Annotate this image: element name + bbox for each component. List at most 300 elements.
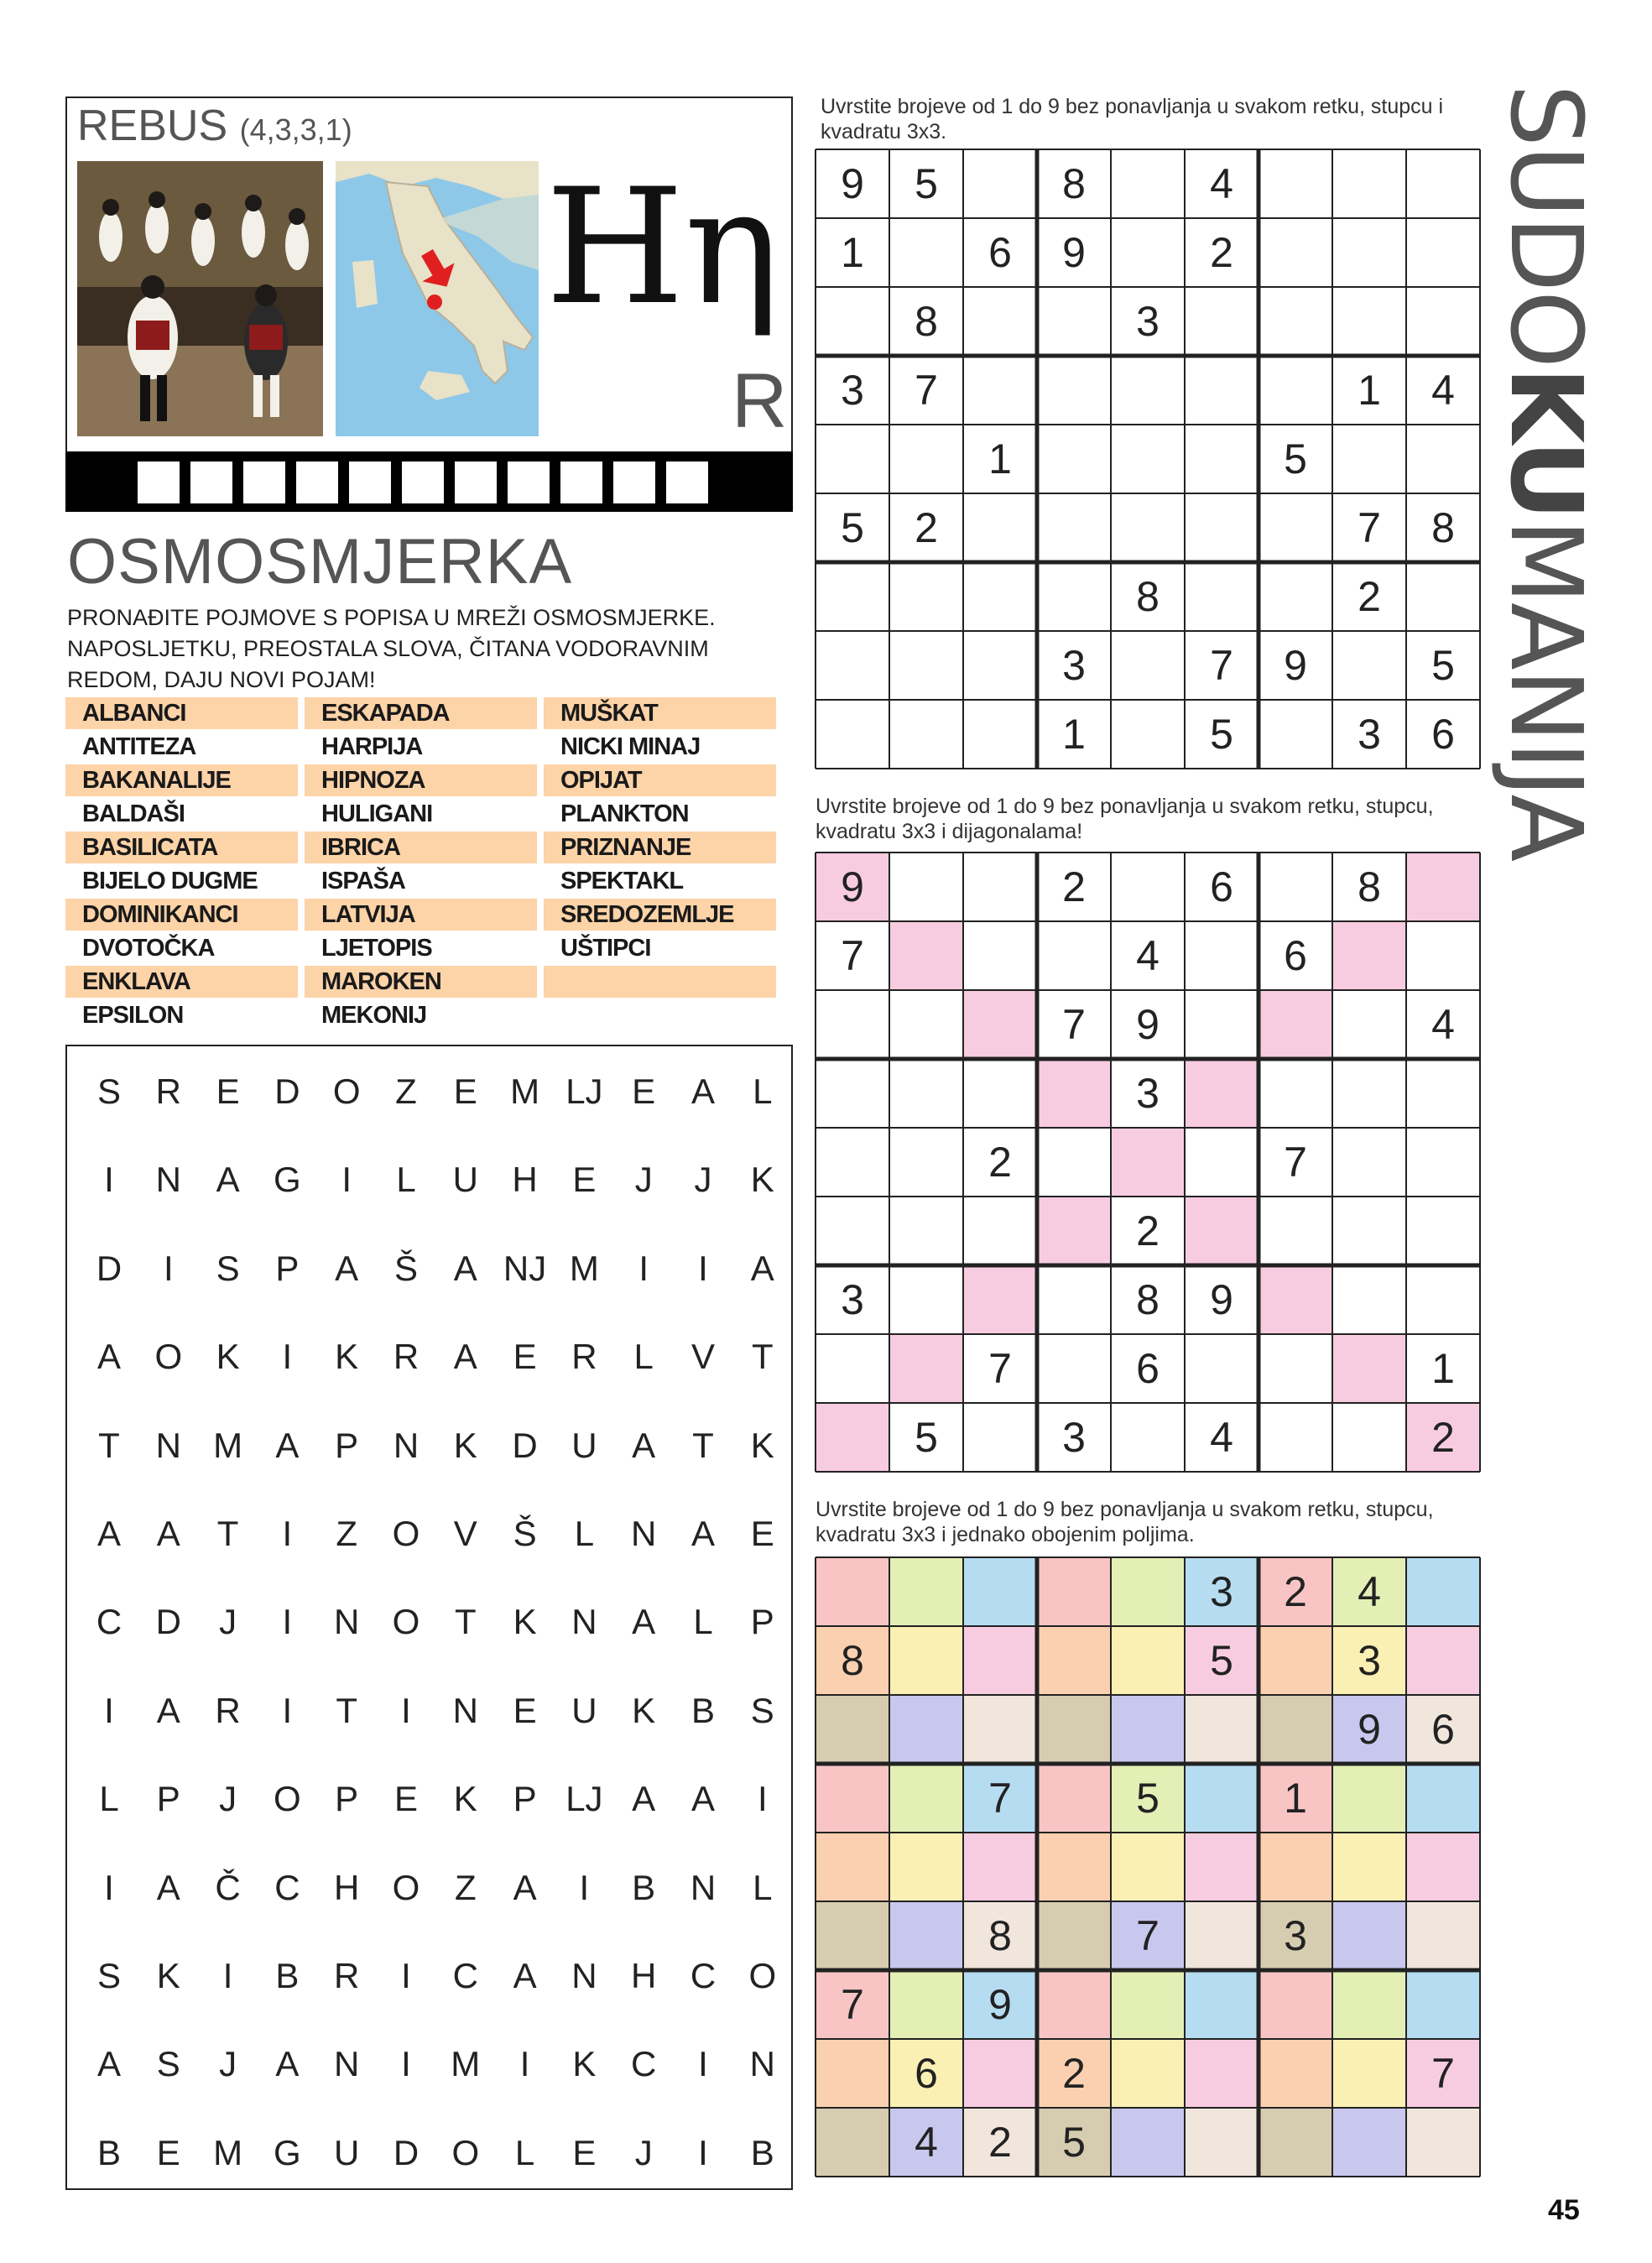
sudoku-cell[interactable] bbox=[1259, 1197, 1332, 1265]
sudoku-cell[interactable] bbox=[1037, 921, 1111, 990]
sudoku-cell[interactable] bbox=[1259, 1695, 1332, 1764]
sudoku-cell[interactable] bbox=[816, 425, 889, 493]
sudoku-cell[interactable]: 6 bbox=[915, 2050, 938, 2097]
letter-cell[interactable]: A bbox=[96, 1514, 121, 1553]
letter-cell[interactable]: K bbox=[750, 1160, 774, 1200]
sudoku-cell[interactable] bbox=[816, 562, 889, 631]
sudoku-cell[interactable] bbox=[1111, 2039, 1185, 2108]
sudoku-cell[interactable] bbox=[1259, 853, 1332, 921]
rebus-answer-box[interactable] bbox=[138, 461, 180, 503]
sudoku-cell[interactable] bbox=[1332, 990, 1406, 1059]
letter-cell[interactable]: K bbox=[750, 1425, 774, 1465]
letter-cell[interactable]: N bbox=[334, 2044, 360, 2084]
letter-cell[interactable]: L bbox=[99, 1779, 119, 1819]
sudoku-cell[interactable] bbox=[1332, 1334, 1406, 1403]
sudoku-cell[interactable] bbox=[1037, 1901, 1111, 1970]
sudoku-cell[interactable] bbox=[889, 700, 963, 769]
sudoku-cell[interactable] bbox=[889, 1764, 963, 1833]
letter-cell[interactable]: A bbox=[632, 1779, 656, 1819]
sudoku-cell[interactable]: 5 bbox=[1136, 1775, 1160, 1822]
letter-cell[interactable]: I bbox=[698, 2132, 708, 2172]
letter-cell[interactable]: S bbox=[216, 1248, 240, 1288]
sudoku-cell[interactable]: 9 bbox=[988, 1981, 1012, 2028]
letter-cell[interactable]: K bbox=[572, 2044, 597, 2084]
sudoku-cell[interactable] bbox=[963, 149, 1037, 218]
letter-cell[interactable]: B bbox=[96, 2132, 121, 2172]
sudoku-cell[interactable] bbox=[1259, 218, 1332, 287]
sudoku-cell[interactable] bbox=[1406, 218, 1480, 287]
sudoku-cell[interactable] bbox=[1332, 2039, 1406, 2108]
sudoku-cell[interactable]: 8 bbox=[841, 1637, 864, 1684]
sudoku-cell[interactable] bbox=[1259, 700, 1332, 769]
letter-cell[interactable]: A bbox=[513, 1867, 537, 1907]
sudoku-cell[interactable] bbox=[889, 1833, 963, 1901]
letter-cell[interactable]: P bbox=[335, 1425, 359, 1465]
sudoku-cell[interactable] bbox=[1111, 1403, 1185, 1472]
sudoku-cell[interactable]: 2 bbox=[915, 504, 938, 551]
sudoku-cell[interactable] bbox=[1259, 1265, 1332, 1334]
sudoku-cell[interactable] bbox=[1406, 287, 1480, 356]
sudoku-cell[interactable] bbox=[1332, 2108, 1406, 2177]
letter-cell[interactable]: O bbox=[451, 2132, 480, 2172]
letter-cell[interactable]: E bbox=[216, 1072, 240, 1111]
letter-cell[interactable]: C bbox=[96, 1602, 122, 1642]
sudoku-cell[interactable] bbox=[963, 356, 1037, 425]
sudoku-cell[interactable] bbox=[1185, 2039, 1259, 2108]
sudoku-cell[interactable] bbox=[963, 921, 1037, 990]
sudoku-cell[interactable] bbox=[1037, 1059, 1111, 1128]
sudoku-cell[interactable] bbox=[1406, 425, 1480, 493]
sudoku-cell[interactable] bbox=[1259, 2039, 1332, 2108]
letter-cell[interactable]: D bbox=[274, 1072, 300, 1111]
sudoku-cell[interactable] bbox=[1037, 425, 1111, 493]
letter-cell[interactable]: I bbox=[163, 1248, 174, 1288]
sudoku-cell[interactable]: 9 bbox=[1136, 1001, 1160, 1048]
letter-cell[interactable]: C bbox=[631, 2044, 657, 2084]
sudoku-cell[interactable]: 8 bbox=[1431, 504, 1455, 551]
letter-cell[interactable]: K bbox=[335, 1337, 359, 1377]
letter-cell[interactable]: D bbox=[393, 2132, 420, 2172]
sudoku-cell[interactable] bbox=[1185, 1695, 1259, 1764]
letter-cell[interactable]: A bbox=[632, 1425, 656, 1465]
letter-cell[interactable]: Č bbox=[215, 1867, 241, 1907]
rebus-answer-box[interactable] bbox=[296, 461, 338, 503]
letter-cell[interactable]: Z bbox=[395, 1072, 417, 1111]
sudoku-cell[interactable]: 1 bbox=[1358, 367, 1381, 414]
sudoku-cell[interactable] bbox=[1037, 1764, 1111, 1833]
sudoku-cell[interactable]: 3 bbox=[1284, 1912, 1307, 1959]
letter-cell[interactable]: N bbox=[155, 1425, 181, 1465]
sudoku-cell[interactable]: 3 bbox=[1358, 711, 1381, 758]
sudoku-cell[interactable]: 6 bbox=[1284, 932, 1307, 979]
sudoku-cell[interactable]: 5 bbox=[1431, 642, 1455, 689]
sudoku-cell[interactable] bbox=[1111, 218, 1185, 287]
sudoku-cell[interactable] bbox=[1185, 1128, 1259, 1197]
letter-cell[interactable]: J bbox=[694, 1160, 712, 1200]
letter-cell[interactable]: E bbox=[632, 1072, 656, 1111]
sudoku-cell[interactable] bbox=[1185, 493, 1259, 562]
letter-cell[interactable]: I bbox=[519, 2044, 530, 2084]
sudoku-cell[interactable] bbox=[889, 1334, 963, 1403]
letter-cell[interactable]: O bbox=[274, 1779, 301, 1819]
rebus-answer-box[interactable] bbox=[243, 461, 285, 503]
letter-cell[interactable]: A bbox=[632, 1602, 656, 1642]
letter-cell[interactable]: G bbox=[274, 1160, 301, 1200]
letter-cell[interactable]: A bbox=[96, 1337, 121, 1377]
sudoku-cell[interactable] bbox=[816, 700, 889, 769]
letter-cell[interactable]: L bbox=[396, 1160, 416, 1200]
sudoku-cell[interactable] bbox=[816, 2108, 889, 2177]
letter-cell[interactable]: M bbox=[569, 1248, 599, 1288]
sudoku-cell[interactable] bbox=[1111, 356, 1185, 425]
sudoku-cell[interactable] bbox=[889, 425, 963, 493]
sudoku-cell[interactable] bbox=[1037, 1970, 1111, 2039]
sudoku-cell[interactable]: 5 bbox=[1210, 1637, 1233, 1684]
sudoku-cell[interactable] bbox=[1259, 1970, 1332, 2039]
letter-cell[interactable]: O bbox=[392, 1602, 420, 1642]
rebus-answer-box[interactable] bbox=[613, 461, 655, 503]
letter-cell[interactable]: N bbox=[571, 1956, 597, 1995]
letter-cell[interactable]: U bbox=[571, 1690, 597, 1730]
letter-cell[interactable]: I bbox=[698, 1248, 708, 1288]
letter-cell[interactable]: P bbox=[275, 1248, 300, 1288]
sudoku-cell[interactable] bbox=[1111, 700, 1185, 769]
letter-cell[interactable]: A bbox=[513, 1956, 537, 1995]
letter-cell[interactable]: G bbox=[274, 2132, 301, 2172]
sudoku-cell[interactable] bbox=[1406, 562, 1480, 631]
sudoku-cell[interactable]: 3 bbox=[841, 367, 864, 414]
sudoku-cell[interactable] bbox=[963, 1557, 1037, 1626]
letter-cell[interactable]: N bbox=[571, 1602, 597, 1642]
sudoku-cell[interactable]: 9 bbox=[841, 160, 864, 207]
sudoku-cell[interactable] bbox=[1406, 1265, 1480, 1334]
rebus-answer-box[interactable] bbox=[560, 461, 602, 503]
sudoku-cell[interactable] bbox=[963, 2039, 1037, 2108]
letter-cell[interactable]: I bbox=[341, 1160, 352, 1200]
sudoku-cell[interactable]: 2 bbox=[1062, 863, 1086, 910]
letter-cell[interactable]: S bbox=[96, 1956, 121, 1995]
letter-cell[interactable]: I bbox=[698, 2044, 708, 2084]
sudoku-cell[interactable] bbox=[1111, 1970, 1185, 2039]
letter-cell[interactable]: P bbox=[335, 1779, 359, 1819]
letter-cell[interactable]: L bbox=[693, 1602, 713, 1642]
sudoku-cell[interactable] bbox=[1332, 425, 1406, 493]
sudoku-cell[interactable]: 9 bbox=[841, 863, 864, 910]
letter-cell[interactable]: I bbox=[282, 1514, 293, 1553]
sudoku-cell[interactable] bbox=[1259, 562, 1332, 631]
sudoku-cell[interactable]: 2 bbox=[1431, 1414, 1455, 1461]
sudoku-cell[interactable] bbox=[1332, 218, 1406, 287]
sudoku-cell[interactable] bbox=[1259, 1059, 1332, 1128]
sudoku-cell[interactable]: 7 bbox=[841, 1981, 864, 2028]
letter-cell[interactable]: B bbox=[632, 1867, 656, 1907]
letter-cell[interactable]: A bbox=[335, 1248, 359, 1288]
sudoku-cell[interactable] bbox=[889, 1265, 963, 1334]
letter-cell[interactable]: I bbox=[638, 1248, 649, 1288]
letter-cell[interactable]: A bbox=[96, 2044, 121, 2084]
letter-cell[interactable]: M bbox=[213, 2132, 243, 2172]
letter-cell[interactable]: K bbox=[216, 1337, 240, 1377]
sudoku-cell[interactable] bbox=[963, 631, 1037, 700]
sudoku-cell[interactable]: 7 bbox=[1136, 1912, 1160, 1959]
sudoku-cell[interactable] bbox=[1111, 631, 1185, 700]
letter-cell[interactable]: J bbox=[634, 1160, 653, 1200]
sudoku-cell[interactable] bbox=[1185, 1833, 1259, 1901]
letter-cell[interactable]: N bbox=[393, 1425, 420, 1465]
sudoku-cell[interactable] bbox=[1332, 287, 1406, 356]
letter-cell[interactable]: D bbox=[155, 1602, 181, 1642]
letter-cell[interactable]: L bbox=[633, 1337, 654, 1377]
sudoku-cell[interactable]: 1 bbox=[841, 229, 864, 276]
sudoku-cell[interactable] bbox=[1332, 1128, 1406, 1197]
sudoku-cell[interactable] bbox=[1185, 921, 1259, 990]
letter-cell[interactable]: A bbox=[275, 1425, 300, 1465]
sudoku-cell[interactable]: 8 bbox=[915, 298, 938, 345]
sudoku-cell[interactable] bbox=[1332, 1901, 1406, 1970]
sudoku-cell[interactable]: 7 bbox=[1431, 2050, 1455, 2097]
sudoku-cell[interactable] bbox=[1037, 1197, 1111, 1265]
sudoku-cell[interactable]: 6 bbox=[1210, 863, 1233, 910]
letter-cell[interactable]: O bbox=[748, 1956, 777, 1995]
sudoku-cell[interactable]: 7 bbox=[1284, 1139, 1307, 1186]
letter-cell[interactable]: A bbox=[453, 1248, 477, 1288]
letter-cell[interactable]: S bbox=[156, 2044, 180, 2084]
sudoku-cell[interactable] bbox=[1037, 356, 1111, 425]
sudoku-cell[interactable] bbox=[1185, 1901, 1259, 1970]
sudoku-cell[interactable] bbox=[1111, 149, 1185, 218]
sudoku-cell[interactable]: 6 bbox=[988, 229, 1012, 276]
letter-cell[interactable]: LJ bbox=[565, 1779, 603, 1819]
sudoku-cell[interactable] bbox=[1406, 1059, 1480, 1128]
letter-cell[interactable]: Z bbox=[336, 1514, 358, 1553]
sudoku-cell[interactable]: 9 bbox=[1284, 642, 1307, 689]
letter-cell[interactable]: LJ bbox=[565, 1072, 603, 1111]
sudoku-cell[interactable]: 6 bbox=[1431, 1706, 1455, 1753]
letter-cell[interactable]: K bbox=[453, 1779, 477, 1819]
letter-cell[interactable]: A bbox=[691, 1072, 715, 1111]
sudoku-cell[interactable] bbox=[1332, 1970, 1406, 2039]
letter-cell[interactable]: M bbox=[213, 1425, 243, 1465]
sudoku-cell[interactable] bbox=[889, 853, 963, 921]
sudoku-cell[interactable] bbox=[816, 1695, 889, 1764]
sudoku-cell[interactable] bbox=[1111, 1695, 1185, 1764]
sudoku-cell[interactable] bbox=[1332, 631, 1406, 700]
letter-cell[interactable]: I bbox=[401, 1956, 411, 1995]
sudoku-cell[interactable] bbox=[1259, 1833, 1332, 1901]
letter-cell[interactable]: K bbox=[513, 1602, 537, 1642]
letter-cell[interactable]: J bbox=[219, 1779, 237, 1819]
sudoku-cell[interactable] bbox=[1259, 149, 1332, 218]
letter-cell[interactable]: T bbox=[751, 1337, 774, 1377]
letter-cell[interactable]: Š bbox=[393, 1248, 418, 1288]
sudoku-cell[interactable] bbox=[1037, 1557, 1111, 1626]
letter-cell[interactable]: I bbox=[282, 1337, 293, 1377]
sudoku-cell[interactable]: 8 bbox=[1136, 1276, 1160, 1323]
letter-cell[interactable]: B bbox=[275, 1956, 300, 1995]
sudoku-cell[interactable] bbox=[1185, 1059, 1259, 1128]
sudoku-cell[interactable]: 5 bbox=[1210, 711, 1233, 758]
sudoku-cell[interactable] bbox=[816, 1764, 889, 1833]
letter-cell[interactable]: T bbox=[216, 1514, 239, 1553]
sudoku-cell[interactable] bbox=[963, 287, 1037, 356]
letter-cell[interactable]: T bbox=[692, 1425, 714, 1465]
sudoku-cell[interactable] bbox=[1111, 1833, 1185, 1901]
sudoku-cell[interactable] bbox=[1037, 1626, 1111, 1695]
rebus-answer-box[interactable] bbox=[455, 461, 497, 503]
sudoku-cell[interactable] bbox=[1185, 356, 1259, 425]
sudoku-cell[interactable] bbox=[1259, 1403, 1332, 1472]
sudoku-cell[interactable] bbox=[1185, 1764, 1259, 1833]
sudoku-cell[interactable] bbox=[1406, 853, 1480, 921]
sudoku-cell[interactable] bbox=[963, 1833, 1037, 1901]
sudoku-cell[interactable] bbox=[889, 921, 963, 990]
sudoku-cell[interactable] bbox=[963, 1197, 1037, 1265]
sudoku-cell[interactable] bbox=[816, 631, 889, 700]
sudoku-cell[interactable]: 2 bbox=[1136, 1207, 1160, 1254]
sudoku-cell[interactable] bbox=[1111, 2108, 1185, 2177]
sudoku-cell[interactable]: 3 bbox=[1136, 298, 1160, 345]
sudoku-cell[interactable] bbox=[1259, 493, 1332, 562]
sudoku-cell[interactable] bbox=[816, 2039, 889, 2108]
sudoku-cell[interactable] bbox=[889, 1197, 963, 1265]
letter-cell[interactable]: E bbox=[513, 1337, 537, 1377]
sudoku-cell[interactable] bbox=[1037, 1695, 1111, 1764]
sudoku-cell[interactable] bbox=[1185, 1197, 1259, 1265]
letter-cell[interactable]: U bbox=[334, 2132, 360, 2172]
sudoku-cell[interactable]: 3 bbox=[1062, 1414, 1086, 1461]
rebus-answer-box[interactable] bbox=[508, 461, 550, 503]
letter-cell[interactable]: I bbox=[104, 1867, 114, 1907]
letter-cell[interactable]: O bbox=[154, 1337, 183, 1377]
letter-cell[interactable]: E bbox=[513, 1690, 537, 1730]
letter-cell[interactable]: C bbox=[452, 1956, 478, 1995]
letter-cell[interactable]: N bbox=[452, 1690, 478, 1730]
sudoku-cell[interactable]: 8 bbox=[1358, 863, 1381, 910]
sudoku-cell[interactable] bbox=[889, 631, 963, 700]
sudoku-cell[interactable] bbox=[816, 1334, 889, 1403]
sudoku-cell[interactable] bbox=[1185, 562, 1259, 631]
sudoku-cell[interactable] bbox=[963, 1403, 1037, 1472]
sudoku-cell[interactable] bbox=[889, 1970, 963, 2039]
sudoku-cell[interactable] bbox=[1406, 1833, 1480, 1901]
letter-cell[interactable]: S bbox=[750, 1690, 774, 1730]
sudoku-cell[interactable] bbox=[1111, 1128, 1185, 1197]
sudoku-cell[interactable] bbox=[1037, 1833, 1111, 1901]
sudoku-cell[interactable]: 4 bbox=[1431, 1001, 1455, 1048]
sudoku-cell[interactable]: 4 bbox=[1431, 367, 1455, 414]
sudoku-cell[interactable] bbox=[1406, 1197, 1480, 1265]
sudoku-cell[interactable] bbox=[963, 1695, 1037, 1764]
sudoku-cell[interactable] bbox=[889, 1626, 963, 1695]
letter-cell[interactable]: A bbox=[275, 2044, 300, 2084]
sudoku-cell[interactable]: 1 bbox=[1431, 1345, 1455, 1392]
letter-cell[interactable]: H bbox=[631, 1956, 657, 1995]
sudoku-cell[interactable] bbox=[1259, 1626, 1332, 1695]
sudoku-cell[interactable] bbox=[963, 1626, 1037, 1695]
sudoku-cell[interactable]: 1 bbox=[1284, 1775, 1307, 1822]
letter-cell[interactable]: P bbox=[156, 1779, 180, 1819]
letter-cell[interactable]: P bbox=[750, 1602, 774, 1642]
sudoku-cell[interactable]: 6 bbox=[1431, 711, 1455, 758]
letter-cell[interactable]: B bbox=[750, 2132, 774, 2172]
sudoku-cell[interactable] bbox=[963, 493, 1037, 562]
sudoku-cell[interactable] bbox=[816, 1128, 889, 1197]
sudoku-cell[interactable] bbox=[816, 990, 889, 1059]
letter-cell[interactable]: N bbox=[631, 1514, 657, 1553]
sudoku-cell[interactable] bbox=[963, 1059, 1037, 1128]
sudoku-cell[interactable] bbox=[1332, 1403, 1406, 1472]
sudoku-cell[interactable]: 2 bbox=[1062, 2050, 1086, 2097]
letter-cell[interactable]: L bbox=[753, 1867, 773, 1907]
sudoku-cell[interactable]: 3 bbox=[1136, 1070, 1160, 1117]
sudoku-cell[interactable] bbox=[1406, 149, 1480, 218]
letter-cell[interactable]: E bbox=[572, 2132, 597, 2172]
letter-cell[interactable]: N bbox=[690, 1867, 717, 1907]
letter-cell[interactable]: I bbox=[104, 1160, 114, 1200]
sudoku-cell[interactable]: 5 bbox=[915, 160, 938, 207]
sudoku-cell[interactable] bbox=[889, 218, 963, 287]
letter-cell[interactable]: N bbox=[155, 1160, 181, 1200]
sudoku-cell[interactable] bbox=[1185, 1334, 1259, 1403]
sudoku-cell[interactable] bbox=[1406, 1901, 1480, 1970]
letter-cell[interactable]: V bbox=[453, 1514, 477, 1553]
sudoku-cell[interactable] bbox=[1259, 990, 1332, 1059]
sudoku-cell[interactable] bbox=[1259, 287, 1332, 356]
sudoku-cell[interactable] bbox=[1037, 1334, 1111, 1403]
letter-cell[interactable]: A bbox=[156, 1514, 180, 1553]
sudoku-cell[interactable] bbox=[816, 1403, 889, 1472]
rebus-answer-box[interactable] bbox=[190, 461, 232, 503]
sudoku-cell[interactable] bbox=[889, 1128, 963, 1197]
sudoku-cell[interactable]: 4 bbox=[1358, 1568, 1381, 1615]
letter-cell[interactable]: I bbox=[401, 2044, 411, 2084]
letter-cell[interactable]: K bbox=[632, 1690, 656, 1730]
sudoku-cell[interactable] bbox=[1185, 425, 1259, 493]
letter-cell[interactable]: C bbox=[690, 1956, 717, 1995]
sudoku-cell[interactable]: 2 bbox=[1210, 229, 1233, 276]
letter-cell[interactable]: I bbox=[104, 1690, 114, 1730]
sudoku-cell[interactable] bbox=[1332, 1833, 1406, 1901]
sudoku-cell[interactable]: 9 bbox=[1358, 1706, 1381, 1753]
letter-cell[interactable]: Z bbox=[454, 1867, 477, 1907]
sudoku-cell[interactable]: 4 bbox=[915, 2119, 938, 2166]
letter-cell[interactable]: T bbox=[98, 1425, 120, 1465]
sudoku-cell[interactable]: 2 bbox=[988, 1139, 1012, 1186]
sudoku-cell[interactable] bbox=[1037, 287, 1111, 356]
sudoku-cell[interactable] bbox=[816, 287, 889, 356]
sudoku-cell[interactable] bbox=[1259, 2108, 1332, 2177]
sudoku-cell[interactable]: 9 bbox=[1062, 229, 1086, 276]
sudoku-cell[interactable]: 2 bbox=[988, 2119, 1012, 2166]
letter-cell[interactable]: T bbox=[336, 1690, 358, 1730]
sudoku-cell[interactable] bbox=[1332, 921, 1406, 990]
sudoku-cell[interactable]: 7 bbox=[1210, 642, 1233, 689]
sudoku-cell[interactable]: 5 bbox=[1284, 435, 1307, 482]
sudoku-cell[interactable] bbox=[963, 700, 1037, 769]
sudoku-cell[interactable] bbox=[1332, 149, 1406, 218]
sudoku-cell[interactable] bbox=[889, 1557, 963, 1626]
letter-cell[interactable]: I bbox=[579, 1867, 590, 1907]
sudoku-cell[interactable]: 1 bbox=[1062, 711, 1086, 758]
sudoku-cell[interactable]: 1 bbox=[988, 435, 1012, 482]
letter-cell[interactable]: E bbox=[572, 1160, 597, 1200]
sudoku-cell[interactable] bbox=[1111, 1626, 1185, 1695]
sudoku-cell[interactable]: 7 bbox=[915, 367, 938, 414]
letter-cell[interactable]: J bbox=[634, 2132, 653, 2172]
sudoku-cell[interactable]: 7 bbox=[988, 1345, 1012, 1392]
sudoku-cell[interactable] bbox=[1259, 356, 1332, 425]
sudoku-cell[interactable] bbox=[1111, 853, 1185, 921]
